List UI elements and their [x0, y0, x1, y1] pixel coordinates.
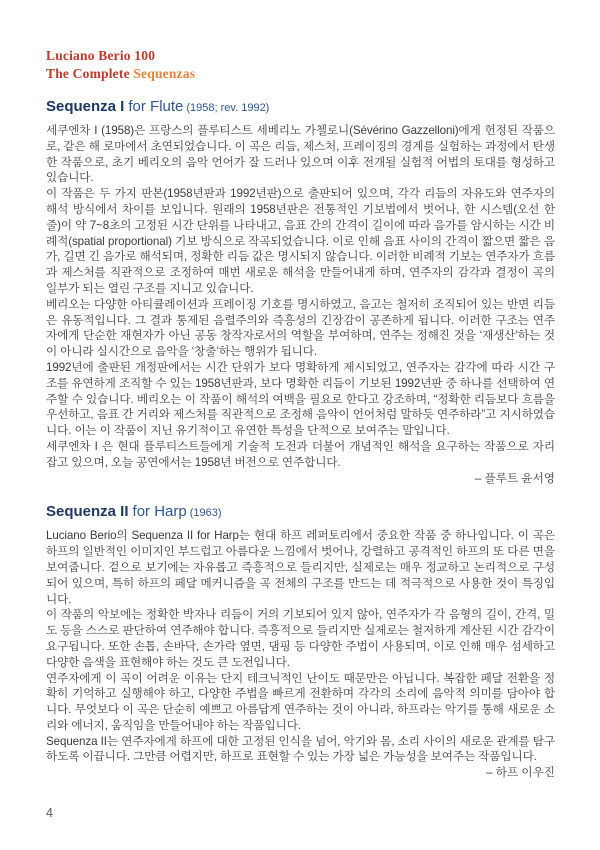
program-note-text: [46, 528, 555, 765]
booklet-title: Luciano Berio 100: [46, 48, 156, 63]
booklet-subtitle-orange: Sequenzas: [133, 66, 196, 81]
paragraph: Luciano Berio의 Sequenza II for Harp는 현대 하프 레퍼토리에서 중요한 작품 중 하나입니다. 이 곡은 하프의 일반적인 이미지인 부드럽고 아름다운 느낌에서 벗어나, 강렬하고 공격적인 하프의 또 다른 면을 보여줍니다. 겉으로 보기에는 자유롭고 즉흥적으로 들리지만, 실제로는 매우 정교하고 논리적으로 구성되어 있으며, 특히 하프의 페달 메커니즘을 곡 전체의 구조를 만드는 데 적극적으로 사용한 것이 특징입니다.: [46, 529, 555, 606]
work-name: Sequenza I: [46, 98, 125, 115]
performer-attribution: – 플루트 윤서영: [474, 471, 555, 485]
section-sequenza-1: [46, 97, 555, 486]
booklet-subtitle: [46, 65, 555, 83]
work-name: Sequenza II: [46, 503, 129, 521]
work-instrument: for Harp: [132, 503, 187, 521]
paragraph: Sequenza II는 연주자에게 하프에 대한 고정된 인식을 넘어, 악기와 몸, 소리 사이의 새로운 관계를 탐구하도록 이끕니다. 그만큼 어렵지만, 하프로 표현할 수 있는 가장 넓은 가능성을 보여주는 작품입니다.: [46, 734, 555, 764]
booklet-header: [46, 47, 555, 83]
paragraph: 세쿠엔차 I (1958)은 프랑스의 플루티스트 세베리노 가첼로니(Sévérino Gazzelloni)에게 헌정된 작품으로, 같은 해 로마에서 초연되었습니다. 이 곡은 리듬, 제스처, 프레이징의 경계를 실험하는 과정에서 탄생한 작품으로, 초기 베리오의 음악 언어가 잘 드러나 있으며 이후 전개될 실험적 어법의 토대를 형성하고 있습니다.: [46, 124, 555, 185]
work-instrument: for Flute: [128, 98, 184, 115]
section-title-sequenza-1: [46, 97, 555, 118]
paragraph: 이 작품은 두 가지 판본(1958년판과 1992년판)으로 출판되어 있으며, 각각 리듬의 자유도와 연주자의 해석 방식에서 차이를 보입니다. 원래의 1958년판은 전통적인 기보법에서 벗어나, 한 시스템(오선 한 줄)이 약 7~8초의 고정된 시간 단위를 나타내고, 음표 간의 간격이 길이에 따라 음가를 암시하는 시간 비례적(spatial proportional) 기보 방식으로 작곡되었습니다. 이로 인해 음표 사이의 간격이 짧으면 짧은 음가, 길면 긴 음가로 해석되며, 정확한 리듬 값은 명시되지 않습니다. 이러한 비례적 기보는 연주자가 흐름과 제스처를 직관적으로 조정하여 매번 새로운 해석을 만들어내게 하며, 연주자의 감각과 결정이 곡의 일부가 되는 열린 구조를 지니고 있습니다.: [46, 187, 555, 295]
section-sequenza-2: [46, 502, 555, 781]
performer-attribution: – 하프 이우진: [486, 766, 555, 780]
section-title-sequenza-2: [46, 502, 555, 523]
page-number: 4: [46, 806, 53, 820]
paragraph: 베리오는 다양한 아티큘레이션과 프레이징 기호를 명시하였고, 음고는 철저히 조직되어 있는 반면 리듬은 유동적입니다. 그 결과 통제된 음렬주의와 즉흥성의 긴장감이 공존하게 됩니다. 이러한 구조는 연주자에게 단순한 재현자가 아닌 공동 창작자로서의 역할을 부여하며, 연주는 정해진 것을 ‘재생산’하는 것이 아니라 실시간으로 음악을 ‘창출’하는 행위가 됩니다.: [46, 297, 555, 359]
paragraph: 1992년에 출판된 개정판에서는 시간 단위가 보다 명확하게 제시되었고, 연주자는 감각에 따라 시간 구조를 유연하게 조직할 수 있는 1958년판과, 보다 명확한 리듬이 기보된 1992년판 중 하나를 선택하여 연주할 수 있습니다. 베리오는 이 작품이 해석의 여백을 필요로 한다고 강조하며, “정확한 리듬보다 흐름을 우선하고, 음표 간 거리와 제스처를 직관적으로 조정해 음악이 언어처럼 말하듯 연주하라”고 지시하였습니다. 이는 이 작품이 지닌 유기적이고 유연한 특성을 단적으로 보여주는 말입니다.: [46, 360, 555, 438]
program-note-text: [46, 123, 555, 471]
booklet-subtitle-red: The Complete: [46, 66, 130, 81]
paragraph: 연주자에게 이 곡이 어려운 이유는 단지 테크닉적인 난이도 때문만은 아닙니다. 복잡한 페달 전환을 정확히 기억하고 실행해야 하고, 다양한 주법을 빠르게 전환하며 각각의 소리에 음악적 의미를 담아야 합니다. 무엇보다 이 곡은 단순히 예쁘고 아름답게 연주하는 것이 아니라, 하프라는 악기를 통해 새로운 소리와 에너지, 움직임을 만들어내야 하는 작품입니다.: [46, 671, 555, 732]
work-date: (1963): [189, 507, 222, 520]
paragraph: 이 작품의 악보에는 정확한 박자나 리듬이 거의 기보되어 있지 않아, 연주자가 각 음형의 길이, 간격, 밀도 등을 스스로 판단하여 연주해야 합니다. 즉흥적으로 들리지만 실제로는 철저하게 계산된 시간 감각이 요구됩니다. 또한 손톱, 손바닥, 손가락 옆면, 댐핑 등 다양한 주법이 사용되며, 이로 인해 매우 섬세하고 다양한 음색을 표현해야 하는 것도 큰 도전입니다.: [46, 608, 555, 669]
paragraph: 세쿠엔차 I 은 현대 플루티스트들에게 기술적 도전과 더불어 개념적인 해석을 요구하는 작품으로 자리 잡고 있으며, 오늘 공연에서는 1958년 버전으로 연주합니다.: [46, 439, 555, 469]
work-date: (1958; rev. 1992): [186, 102, 270, 114]
